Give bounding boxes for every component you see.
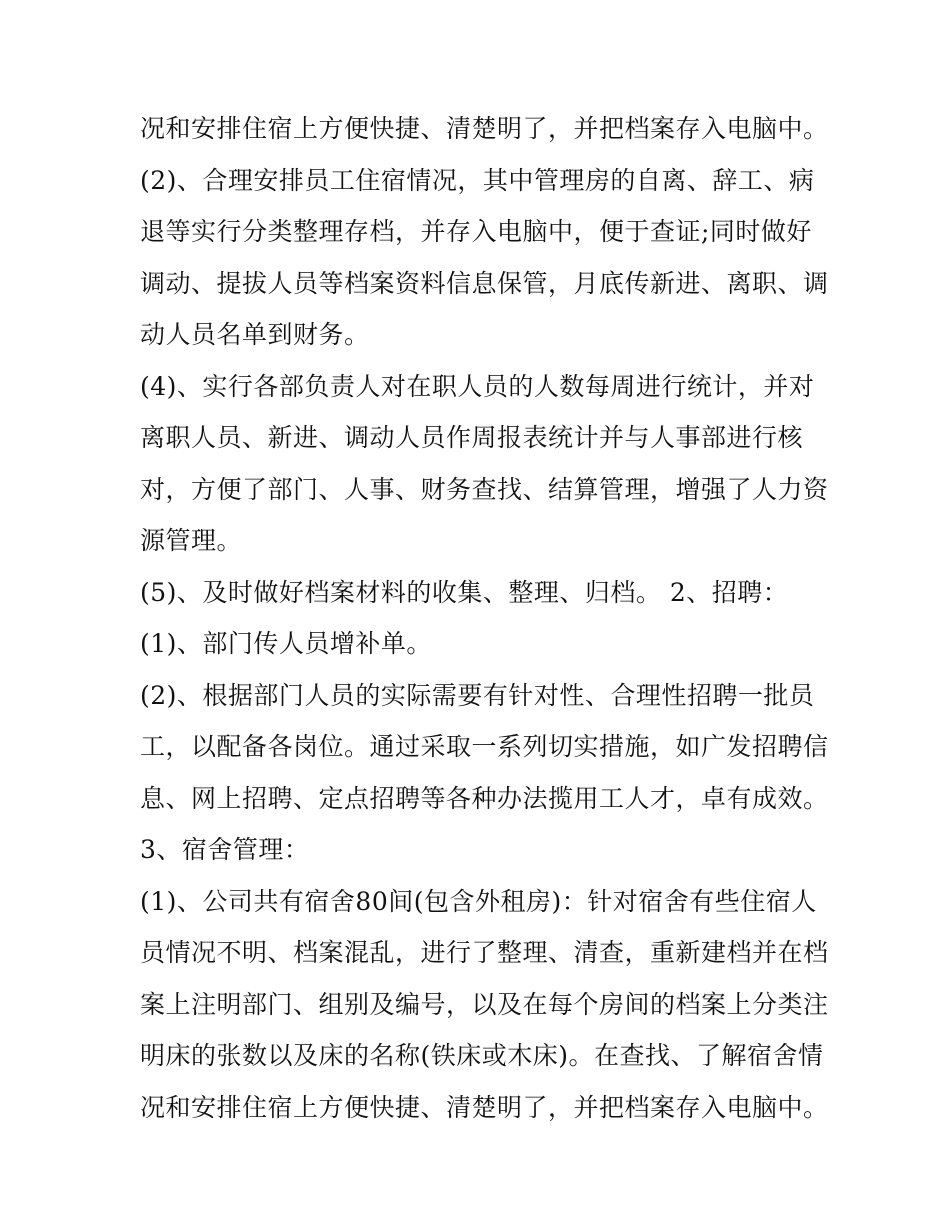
text-line: 调动、提拔人员等档案资料信息保管，月底传新进、离职、调 — [140, 268, 829, 298]
text-line: (1)、部门传人员增补单。 — [140, 629, 432, 658]
text-line: 退等实行分类整理存档，并存入电脑中，便于查证;同时做好 — [140, 217, 812, 246]
text-line: 源管理。 — [140, 526, 243, 555]
document-body — [140, 103, 830, 1133]
text-line: (4)、实行各部负责人对在职人员的人数每周进行统计，并对 — [140, 371, 815, 401]
text-line: (5)、及时做好档案材料的收集、整理、归档。 2、招聘： — [140, 577, 789, 607]
text-line: 况和安排住宿上方便快捷、清楚明了，并把档案存入电脑中。 — [140, 1092, 829, 1122]
text-line: 况和安排住宿上方便快捷、清楚明了，并把档案存入电脑中。 — [140, 114, 829, 143]
text-line: 3、宿舍管理： — [140, 835, 310, 864]
text-line: (2)、根据部门人员的实际需要有针对性、合理性招聘一批员 — [140, 680, 815, 710]
text-line: 离职人员、新进、调动人员作周报表统计并与人事部进行核 — [140, 423, 804, 452]
text-line: 案上注明部门、组别及编号，以及在每个房间的档案上分类注 — [140, 989, 829, 1019]
text-line: 明床的张数以及床的名称(铁床或木床)。在查找、了解宿舍情 — [140, 1041, 824, 1070]
text-line: 息、网上招聘、定点招聘等各种办法揽用工人才，卓有成效。 — [140, 783, 829, 813]
text-line: (2)、合理安排员工住宿情况，其中管理房的自离、辞工、病 — [140, 165, 815, 195]
text-line: 员情况不明、档案混乱，进行了整理、清查，重新建档并在档 — [140, 938, 829, 967]
text-line: 对，方便了部门、人事、财务查找、结算管理，增强了人力资 — [140, 474, 829, 504]
text-line: (1)、公司共有宿舍80间(包含外租房)：针对宿舍有些住宿人 — [140, 886, 817, 916]
text-line: 动人员名单到财务。 — [140, 320, 370, 349]
text-line: 工，以配备各岗位。通过采取一系列切实措施，如广发招聘信 — [140, 732, 829, 761]
